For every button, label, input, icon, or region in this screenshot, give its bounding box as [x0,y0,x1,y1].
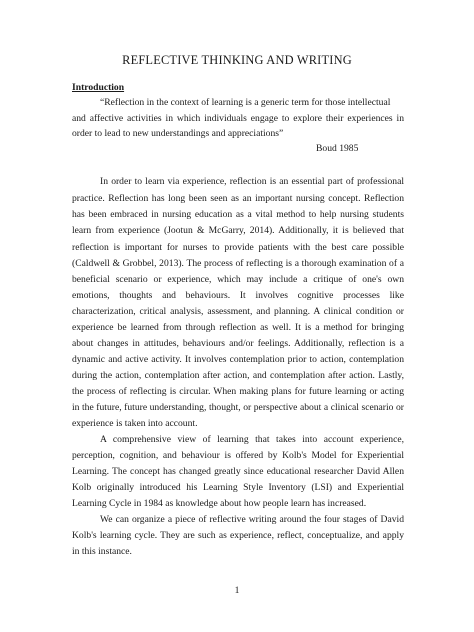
paragraph-line: Learning. The concept has changed greatly since educational researcher David Allen [72,466,404,477]
quote-line: “Reflection in the context of learning is a generic term for those intellectual [100,97,391,108]
paragraph-line: has been embraced in nursing education as a vital method to help nursing students [72,209,404,220]
paragraph-line: reflection is important for nurses to provide patients with the best care possible [72,242,404,253]
paragraph-line: characterization, critical analysis, assessment, and planning. A clinical condition or [72,306,404,317]
paragraph-line: (Caldwell & Grobbel, 2013). The process of reflecting is a thorough examination of a [72,258,404,269]
paragraph-line: learn from experience (Jootun & McGarry, 2014). Additionally, it is believed that [72,225,404,236]
paragraph-line: A comprehensive view of learning that takes into account experience, [100,434,404,445]
paragraph-line: the process of reflecting is circular. When making plans for future learning or acting [72,386,404,397]
paragraph-line: emotions, thoughts and behaviours. It involves cognitive processes like [72,290,404,301]
paragraph-line: beneficial scenario or experience, which may include a critique of one's own [72,274,404,285]
paragraph-line: during the action, contemplation after action, and contemplation after action. Lastly, [72,370,404,381]
quote-citation: Boud 1985 [316,143,359,154]
page-number: 1 [234,585,240,596]
paragraph-line: in this instance. [72,546,132,557]
paragraph-line: In order to learn via experience, reflection is an essential part of professional [100,176,404,187]
section-heading: Introduction [72,82,125,93]
paragraph-line: dynamic and active activity. It involves contemplation prior to action, contemplation [72,354,404,365]
paragraph-line: in the future, future understanding, thought, or perspective about a clinical scenario or [72,402,404,413]
paragraph-line: Kolb originally introduced his Learning Style Inventory (LSI) and Experiential [72,482,404,493]
paragraph-line: experience is taken into account. [72,418,198,429]
paragraph-line: Kolb's learning cycle. They are such as experience, reflect, conceptualize, and apply [72,530,404,541]
paragraph-line: Learning Cycle in 1984 as knowledge about how people learn has increased. [72,498,367,509]
quote-line: and affective activities in which individuals engage to explore their experiences in [72,113,404,124]
document-title: REFLECTIVE THINKING AND WRITING [122,53,352,67]
paragraph-line: practice. Reflection has long been seen as an important nursing concept. Reflection [72,193,404,204]
paragraph-line: about changes in attitudes, behaviours and/or feelings. Additionally, reflection is a [72,338,404,349]
quote-line: order to lead to new understandings and appreciations” [72,128,284,139]
paragraph-line: perception, cognition, and behaviour is offered by Kolb's Model for Experiential [72,450,404,461]
paragraph-line: We can organize a piece of reflective writing around the four stages of David [100,514,404,525]
paragraph-line: experience be learned from through reflection as well. It is a method for bringing [72,322,404,333]
